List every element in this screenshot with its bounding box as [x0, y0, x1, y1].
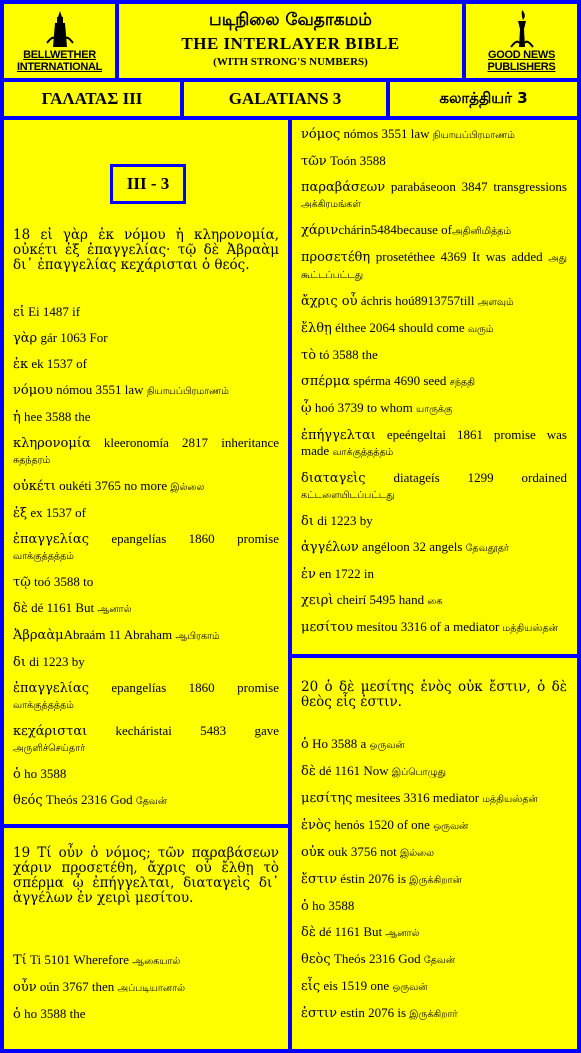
- greek-word: εἰ: [13, 305, 25, 320]
- greek-word: ἄχρις οὗ: [301, 294, 358, 309]
- word-entry: [301, 427, 567, 460]
- word-entry: [301, 790, 567, 807]
- verse-19-continued-panel: [292, 120, 577, 654]
- transliteration-gloss: parabáseoon 3847 transgressions: [385, 179, 567, 194]
- good-news-logo: [466, 4, 577, 78]
- word-entry: [301, 179, 567, 212]
- greek-word: ἐστιν: [301, 1006, 338, 1021]
- transliteration-gloss: spérma 4690 seed: [350, 373, 450, 388]
- tamil-gloss: தேவன்: [135, 796, 168, 807]
- word-entry: [13, 654, 279, 670]
- transliteration-gloss: nómos 3551 law: [340, 126, 433, 141]
- greek-word: Ἀβραὰμ: [13, 628, 64, 643]
- tamil-gloss: ஆகையால்: [132, 956, 181, 967]
- word-entry: [301, 320, 567, 337]
- transliteration-gloss: henós 1520 of one: [331, 817, 434, 832]
- word-entry: [13, 304, 279, 320]
- greek-word: ἐπαγγελίας: [13, 532, 89, 547]
- transliteration-gloss: Ei 1487 if: [24, 304, 81, 319]
- greek-word: δὲ: [301, 925, 316, 940]
- word-entry: [301, 951, 567, 968]
- bellwether-logo: [4, 4, 115, 78]
- tamil-gloss: இருக்கிறான்: [409, 875, 462, 886]
- word-entry: [13, 766, 279, 782]
- greek-word: σπέρμα: [301, 374, 351, 389]
- greek-word: μεσίτου: [301, 620, 354, 635]
- word-entry: [301, 513, 567, 529]
- greek-word: ὁ: [301, 899, 309, 914]
- transliteration-gloss: prosetéthee 4369 It was added: [370, 249, 549, 264]
- tamil-gloss: வாக்குத்தத்தம்: [13, 551, 74, 562]
- word-entry: [301, 592, 567, 609]
- transliteration-gloss: ouk 3756 not: [324, 844, 400, 859]
- title-tamil: படிநிலை வேதாகமம்: [209, 10, 372, 30]
- transliteration-gloss: estin 2076 is: [337, 1005, 410, 1020]
- transliteration-gloss: ho 3588 the: [20, 1006, 86, 1021]
- greek-word: ἑνὸς: [301, 818, 331, 833]
- tamil-gloss: இல்லை: [170, 482, 205, 493]
- greek-word: ἔλθῃ: [301, 321, 332, 336]
- word-entry: [301, 871, 567, 888]
- transliteration-gloss: kleeronomía 2817 inheritance: [90, 435, 279, 450]
- word-entry: [301, 1005, 567, 1022]
- transliteration-gloss: áchris hoú8913757till: [357, 293, 478, 308]
- word-entry: [301, 978, 567, 995]
- tamil-gloss: இருக்கிறார்: [409, 1009, 458, 1020]
- greek-word: τὸ: [301, 348, 317, 363]
- word-entry: [301, 898, 567, 914]
- greek-word: δὲ: [13, 601, 28, 616]
- transliteration-gloss: dé 1161 Now: [315, 763, 392, 778]
- greek-word: ὁ: [13, 1007, 21, 1022]
- greek-word: δι: [301, 514, 314, 529]
- verse-18-greek: 18 εἰ γὰρ ἐκ νόμου ἡ κληρονομία, οὐκέτι ἐξ ἐπαγγελίας· τῷ δὲ Ἀβραὰμ δι᾽ ἐπαγγελίας κεχάρισται ὁ θεός.: [13, 227, 279, 273]
- transliteration-gloss: Theós 2316 God: [42, 792, 136, 807]
- word-entry: [301, 566, 567, 582]
- verse-19-text: [13, 846, 279, 906]
- transliteration-gloss: epangelías 1860 promise: [88, 680, 279, 695]
- transliteration-gloss: gár 1063 For: [37, 330, 108, 345]
- greek-word: χειρὶ: [301, 593, 334, 608]
- bellwether-logo-text: BELLWETHER INTERNATIONAL: [16, 49, 103, 73]
- transliteration-gloss: élthee 2064 should come: [331, 320, 468, 335]
- greek-word: ἀγγέλων: [301, 540, 359, 555]
- transliteration-gloss: dé 1161 But: [27, 600, 98, 615]
- word-entry: [301, 126, 567, 143]
- tamil-gloss: அப்படியானால்: [117, 983, 185, 994]
- transliteration-gloss: ek 1537 of: [28, 356, 87, 371]
- tamil-gloss: இப்பொழுது: [391, 767, 447, 778]
- word-entry: [301, 400, 567, 417]
- greek-word: ἐπαγγελίας: [13, 681, 89, 696]
- word-entry: [13, 600, 279, 617]
- tamil-gloss: தேவதூதர்: [465, 543, 509, 554]
- word-entry: [13, 382, 279, 399]
- word-entry: [301, 347, 567, 363]
- title-block: [119, 4, 462, 78]
- transliteration-gloss: Ho 3588 a: [308, 736, 370, 751]
- verse-18-panel: [4, 120, 288, 824]
- book-name-english: GALATIANS 3: [184, 82, 386, 116]
- tamil-gloss: அதினிமித்தம்: [452, 226, 512, 237]
- transliteration-gloss: Toón 3588: [326, 153, 386, 168]
- word-entry: [13, 792, 279, 809]
- word-entry: [301, 844, 567, 861]
- word-entry: [13, 531, 279, 564]
- word-entry: [13, 723, 279, 756]
- greek-word: ὁ: [13, 767, 21, 782]
- transliteration-gloss: di 1223 by: [313, 513, 373, 528]
- greek-word: προσετέθη: [301, 250, 371, 265]
- greek-word: ᾧ: [301, 401, 312, 416]
- tamil-gloss: ஒருவன்: [433, 821, 469, 832]
- book-name-greek: ΓΑΛΑΤΑΣ III: [4, 82, 180, 116]
- greek-word: οὐκέτι: [13, 479, 56, 494]
- transliteration-gloss: hee 3588 the: [20, 409, 91, 424]
- transliteration-gloss: en 1722 in: [315, 566, 375, 581]
- word-entry: [301, 817, 567, 834]
- word-entry: [13, 356, 279, 372]
- tamil-gloss: சுதந்தரம்: [13, 455, 51, 466]
- tamil-gloss: அளவும்: [477, 297, 514, 308]
- transliteration-gloss: diatageís 1299 ordained: [365, 470, 567, 485]
- greek-word: ἐξ: [13, 506, 28, 521]
- word-entry: [301, 736, 567, 753]
- greek-word: οὐκ: [301, 845, 325, 860]
- tamil-gloss: இல்லை: [399, 848, 434, 859]
- transliteration-gloss: cheirí 5495 hand: [333, 592, 428, 607]
- greek-word: οὖν: [13, 980, 37, 995]
- title-subtitle: (WITH STRONG'S NUMBERS): [213, 56, 368, 68]
- transliteration-gloss: hoó 3739 to whom: [311, 400, 416, 415]
- tamil-gloss: ஒருவன்: [392, 982, 428, 993]
- greek-word: νόμος: [301, 127, 341, 142]
- greek-word: νόμου: [13, 383, 53, 398]
- transliteration-gloss: Theós 2316 God: [330, 951, 424, 966]
- transliteration-gloss: di 1223 by: [25, 654, 85, 669]
- greek-word: χάριν: [301, 223, 339, 238]
- greek-word: διαταγεὶς: [301, 471, 366, 486]
- tamil-gloss: அருளிச்செய்தார்: [13, 743, 86, 754]
- greek-word: μεσίτης: [301, 791, 353, 806]
- word-entry: [13, 1006, 279, 1022]
- word-entry: [13, 574, 279, 590]
- transliteration-gloss: chárin5484because of: [338, 222, 453, 237]
- verse-20-text: [301, 680, 567, 710]
- word-entry: [13, 330, 279, 346]
- word-entry: [13, 680, 279, 713]
- greek-word: δι: [13, 655, 26, 670]
- transliteration-gloss: ho 3588: [308, 898, 355, 913]
- tamil-gloss: வரும்: [467, 324, 494, 335]
- transliteration-gloss: ex 1537 of: [27, 505, 86, 520]
- verse-19-panel: [4, 828, 288, 1049]
- word-entry: [13, 952, 279, 969]
- greek-word: ἐν: [301, 567, 316, 582]
- greek-word: ἡ: [13, 410, 21, 425]
- word-entry: [301, 539, 567, 556]
- word-entry: [13, 505, 279, 521]
- word-entry: [301, 373, 567, 390]
- word-entry: [13, 979, 279, 996]
- book-name-tamil: கலாத்தியர் 3: [390, 82, 577, 116]
- transliteration-gloss: éstin 2076 is: [337, 871, 410, 886]
- tamil-gloss: மத்தியஸ்தன்: [502, 623, 558, 634]
- tamil-gloss: ஆனால்: [385, 928, 420, 939]
- tamil-gloss: ஆபிரகாம்: [175, 631, 220, 642]
- word-entry: [301, 924, 567, 941]
- greek-word: ἔστιν: [301, 872, 338, 887]
- bell-tower-icon: [45, 9, 75, 49]
- verse-19-greek: 19 Τί οὖν ὁ νόμος; τῶν παραβάσεων χάριν προσετέθη, ἄχρις οὗ ἔλθῃ τὸ σπέρμα ᾧ ἐπήγγελται, διαταγεὶς δι᾽ ἀγγέλων ἐν χειρὶ μεσίτου.: [13, 845, 279, 906]
- transliteration-gloss: kecháristai 5483 gave: [87, 723, 279, 738]
- tamil-gloss: வாக்குத்தத்தம்: [13, 700, 74, 711]
- word-entry: [13, 409, 279, 425]
- transliteration-gloss: tó 3588 the: [316, 347, 378, 362]
- torch-icon: [507, 9, 537, 49]
- transliteration-gloss: oún 3767 then: [36, 979, 118, 994]
- greek-word: θεὸς: [301, 952, 331, 967]
- word-entry: [301, 470, 567, 503]
- word-entry: [301, 619, 567, 636]
- tamil-gloss: அக்கிரமங்கள்: [301, 199, 361, 210]
- transliteration-gloss: angéloon 32 angels: [358, 539, 466, 554]
- word-entry: [13, 435, 279, 468]
- verse-18-text: [13, 228, 279, 273]
- word-entry: [301, 763, 567, 780]
- greek-word: θεός: [13, 793, 43, 808]
- good-news-logo-text: GOOD NEWS PUBLISHERS: [487, 49, 556, 73]
- transliteration-gloss: epangelías 1860 promise: [88, 531, 279, 546]
- transliteration-gloss: dé 1161 But: [315, 924, 386, 939]
- chapter-label: III - 3: [110, 164, 186, 204]
- greek-word: Τί: [13, 953, 27, 968]
- tamil-gloss: ஒருவன்: [369, 740, 405, 751]
- transliteration-gloss: Abraám 11 Abraham: [63, 627, 176, 642]
- tamil-gloss: ஆனால்: [97, 604, 132, 615]
- tamil-gloss: வாக்குத்தத்தம்: [332, 447, 394, 458]
- transliteration-gloss: eis 1519 one: [320, 978, 393, 993]
- greek-word: κεχάρισται: [13, 724, 88, 739]
- greek-word: ἐκ: [13, 357, 29, 372]
- tamil-gloss: அது கூட்டப்பட்டது: [301, 253, 567, 281]
- greek-word: δὲ: [301, 764, 316, 779]
- greek-word: τῶν: [301, 154, 327, 169]
- title-english: THE INTERLAYER BIBLE: [181, 34, 400, 53]
- transliteration-gloss: oukéti 3765 no more: [55, 478, 171, 493]
- tamil-gloss: நியாயப்பிரமாணம்: [146, 386, 229, 397]
- greek-word: γὰρ: [13, 331, 38, 346]
- word-entry: [301, 293, 567, 310]
- tamil-gloss: யாருக்கு: [415, 404, 453, 415]
- word-entry: [301, 249, 567, 283]
- word-entry: [301, 222, 567, 239]
- greek-word: ἐπήγγελται: [301, 428, 376, 443]
- transliteration-gloss: ho 3588: [20, 766, 67, 781]
- transliteration-gloss: mesitees 3316 mediator: [352, 790, 483, 805]
- transliteration-gloss: mesítou 3316 of a mediator: [353, 619, 503, 634]
- transliteration-gloss: nómou 3551 law: [52, 382, 147, 397]
- transliteration-gloss: epeéngeltai 1861 promise was made: [301, 427, 567, 458]
- word-entry: [13, 478, 279, 495]
- transliteration-gloss: Ti 5101 Wherefore: [26, 952, 133, 967]
- tamil-gloss: சந்ததி: [449, 377, 475, 388]
- transliteration-gloss: toó 3588 to: [30, 574, 94, 589]
- tamil-gloss: கை: [427, 596, 443, 607]
- verse-20-greek: 20 ὁ δὲ μεσίτης ἑνὸς οὐκ ἔστιν, ὁ δὲ θεὸς εἷς ἐστιν.: [301, 679, 567, 710]
- word-entry: [301, 153, 567, 169]
- verse-20-panel: [292, 658, 577, 1049]
- tamil-gloss: மத்தியஸ்தன்: [482, 794, 538, 805]
- tamil-gloss: நியாயப்பிரமாணம்: [432, 130, 515, 141]
- greek-word: παραβάσεων: [301, 180, 386, 195]
- greek-word: τῷ: [13, 575, 31, 590]
- word-entry: [13, 627, 279, 644]
- greek-word: κληρονομία: [13, 436, 91, 451]
- greek-word: ὁ: [301, 737, 309, 752]
- tamil-gloss: கட்டளையிடப்பட்டது: [301, 490, 395, 501]
- greek-word: εἷς: [301, 979, 321, 994]
- tamil-gloss: தேவன்: [423, 955, 456, 966]
